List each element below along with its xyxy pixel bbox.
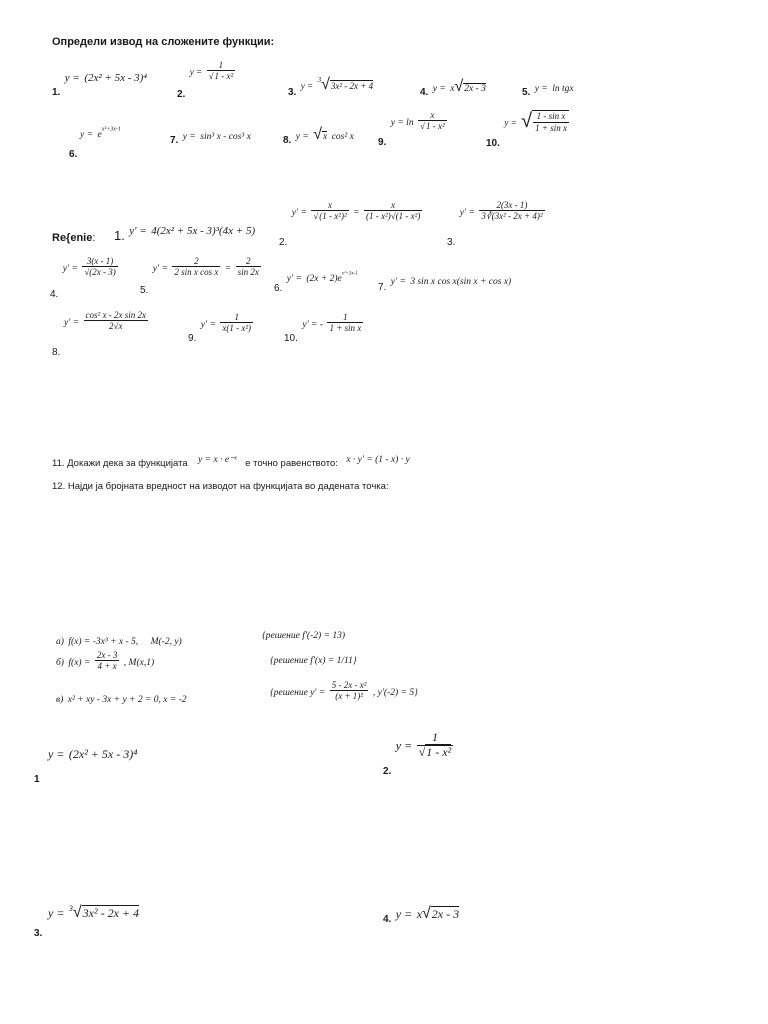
task-8: $_{8.}$ y = √x cos² x [283, 126, 354, 146]
problem-11: $_{11. Докажи дека за функцијата}$ y = x · e⁻ˣ $_{е точно равенството:}$ x · y′ = (1 - x) · y [52, 455, 410, 469]
repeat-task-4: $_{4.}$ y = x√2x - 3 [383, 905, 460, 925]
solution-10: $_{10.}$ y′ = - $\frac{1}{\text{1 + sin x}}$ [284, 312, 362, 345]
subtask-a-solution: {решение f′(-2) = 13) [262, 631, 345, 641]
repeat-task-1-number: 1 [34, 774, 40, 785]
solution-4: $_{4.}$ y′ = $\frac{3(x - 1)}{√(2x - 3)}$ [50, 256, 116, 301]
subtask-c-solution: {решение y′ = $\frac{\text{5 - 2x - x²}}{\text{(x + 1)²}}$ , y′(-2) = 5} [270, 680, 418, 702]
solution-1: $_{1.}$ y′ = 4(2x² + 5x - 3)³(4x + 5) [114, 225, 256, 243]
subtask-b: б) f(x) = $\frac{2x - 3}{4 + x}$ , M(x,1) [56, 650, 155, 672]
solution-6: $_{6.}$ $y' = (2x + 2)e^{x^2+3x-1}$ [274, 271, 358, 294]
solution-8: y′ = $\frac{\text{cos² x - 2x sin 2x}}{2√x}$ [64, 310, 146, 332]
task-5: $_{5.}$ y = ln tgx [522, 84, 574, 98]
page-title: Определи извод на сложените функции: [52, 36, 275, 48]
task-10: $_{10.}$ y = √ $\frac{\text{1 - sin x}}{\text{1 + sin x}}$ [486, 110, 567, 149]
task-6: $y = e^{x^2+3x-1}$ [80, 126, 121, 140]
task-9: $_{9.}$ y = ln $\frac{x}{\text{√1 - x²}}$ [378, 110, 445, 149]
task-2: $_{2.}$ y = $\frac{1}{\text{√1 - x²}}$ [177, 60, 234, 101]
problem-12: 12. Најди ја бројната вредност на изводот на функцијата во дадената точка: [52, 481, 389, 492]
solution-8-number: 8. [52, 347, 61, 358]
task-3: $_{3.}$ y = $^3$√3x² - 2x + 4 [288, 76, 374, 98]
repeat-task-1: y = (2x² + 5x - 3)⁴ [48, 747, 138, 761]
repeat-task-2: $_{2.}$ y = $\frac{1}{\text{√1 - x²}}$ [383, 730, 452, 777]
subtask-b-solution: {решение f′(x) = 1/11} [270, 656, 357, 666]
repeat-task-3: y = $^3$√3x² - 2x + 4 [48, 904, 140, 921]
subtask-a: а) f(x) = -3x³ + x - 5, M(-2, y) [56, 637, 182, 647]
solution-2: $_{2.}$ y′ = $\frac{x}{\text{√(1 - x²)²}}$ = $\frac{x}{\text{(1 - x²)√(1 - x²)}}$ [279, 200, 421, 249]
subtask-c: в) x² + xy - 3x + y + 2 = 0, x = -2 [56, 695, 187, 705]
task-1: $_{1.}$ y = (2x² + 5x - 3)⁴ [52, 72, 148, 98]
solution-7: $_{7.}$ y′ = 3 sin x cos x(sin x + cos x) [378, 277, 512, 293]
task-6-number: 6. [69, 149, 78, 160]
repeat-task-3-number: 3. [34, 928, 43, 939]
solution-9: $_{9.}$ y′ = $\frac{1}{\text{x(1 - x²)}}$ [188, 312, 252, 345]
task-7: $_{7.}$ y = sin³ x - cos³ x [170, 132, 251, 146]
solution-5: $_{5.}$ y′ = $\frac{2}{\text{2 sin x cos x}}$ = $\frac{2}{\sin 2x}$ [140, 256, 259, 297]
task-4: $_{4.}$ y = x√2x - 3 [420, 78, 486, 98]
solution-3: $_{3.}$ y′ = $\frac{2(3x - 1)}{\text{3∛(3x² - 2x + 4)²}}$ [447, 200, 543, 249]
solution-label: Re{enie: [52, 232, 96, 244]
